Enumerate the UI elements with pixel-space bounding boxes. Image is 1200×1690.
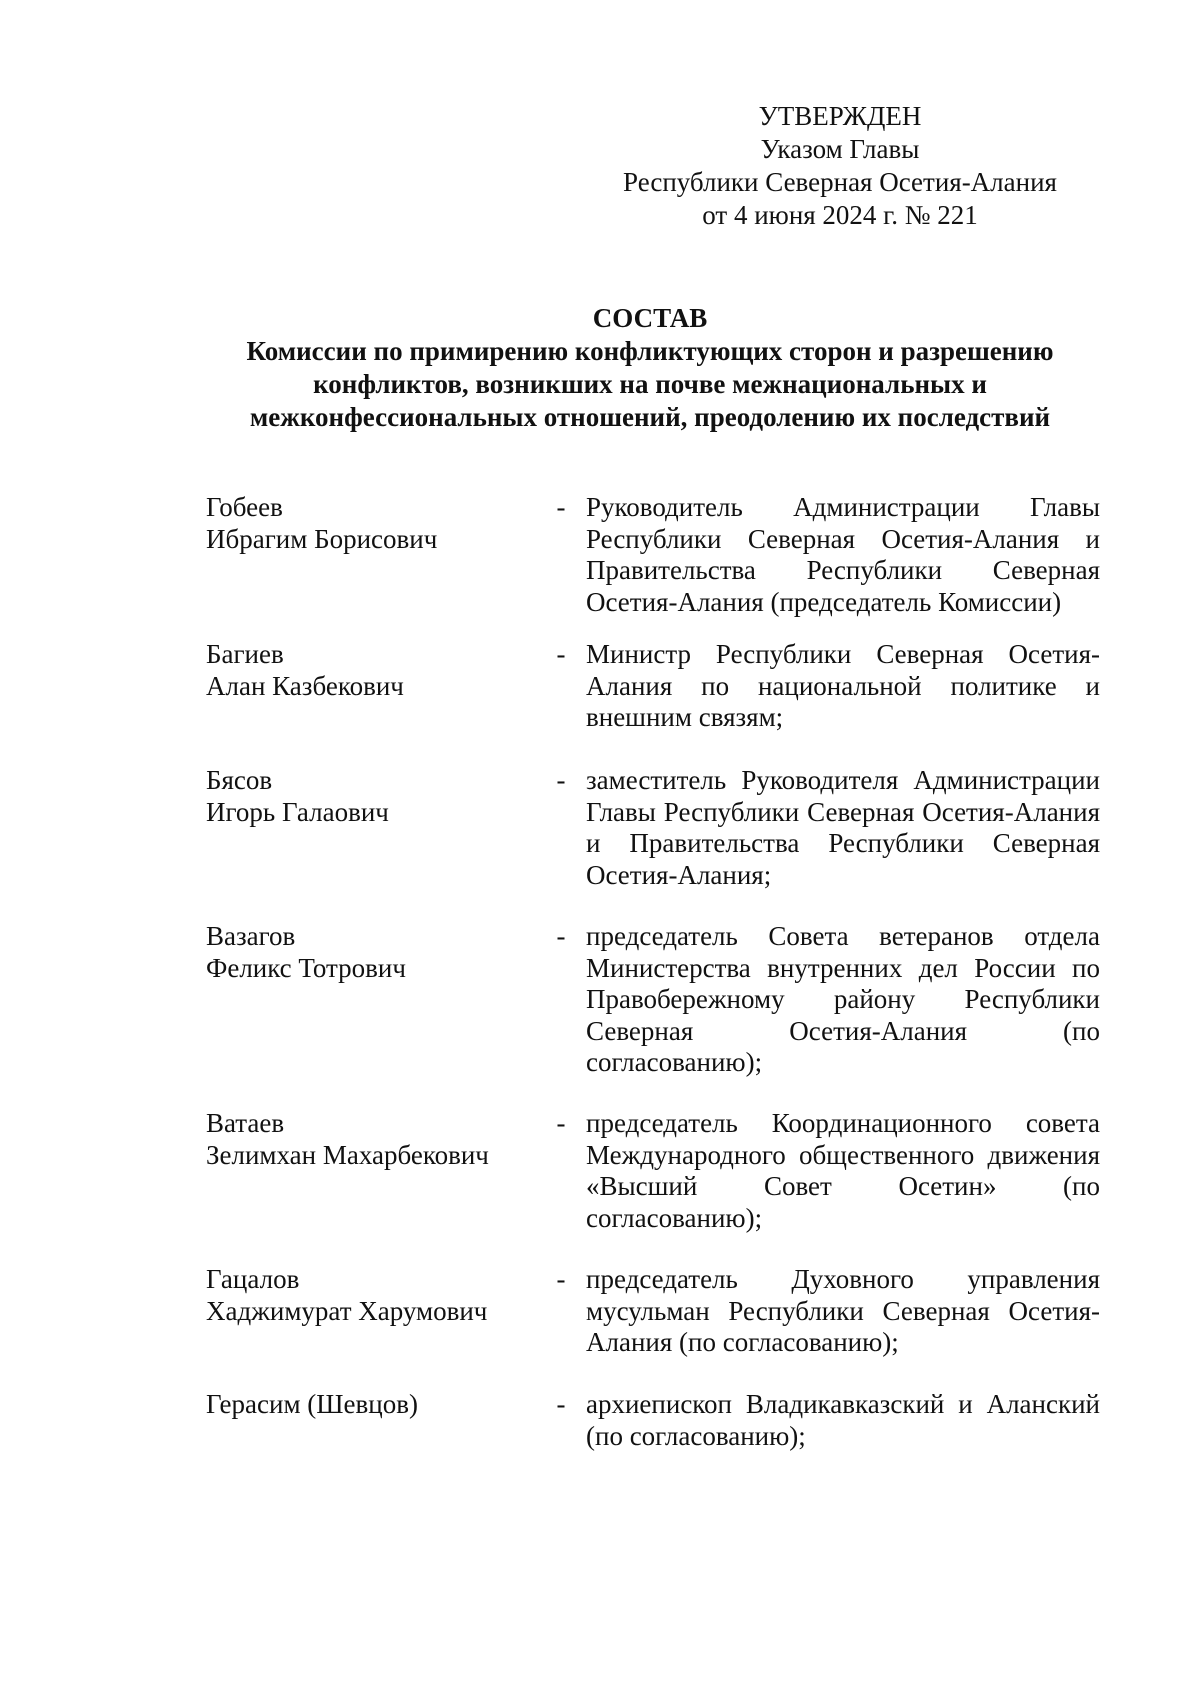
member-surname: Багиев xyxy=(206,639,284,669)
member-surname: Ватаев xyxy=(206,1108,285,1138)
approval-line-decree: Указом Главы xyxy=(760,134,920,164)
member-dash: - xyxy=(556,765,566,795)
member-name xyxy=(206,1108,506,1264)
member-name xyxy=(206,492,506,639)
member-name xyxy=(206,765,506,921)
member-given-names: Ибрагим Борисович xyxy=(206,523,438,554)
approval-line-approved: УТВЕРЖДЕН xyxy=(758,101,922,131)
approval-line-republic: Республики Северная Осетия-Алания xyxy=(623,167,1057,197)
member-given-names: Феликс Тотрович xyxy=(206,952,406,983)
member-dash: - xyxy=(556,492,566,522)
title-line: Комиссии по примирению конфликтующих сторон и разрешению xyxy=(246,336,1054,366)
member-surname: Вазагов xyxy=(206,921,296,951)
member-entry xyxy=(206,639,1100,765)
member-given-names: Игорь Галаович xyxy=(206,796,389,827)
members-list xyxy=(206,492,1100,1469)
member-dash: - xyxy=(556,639,566,669)
member-surname: Гобеев xyxy=(206,492,283,522)
member-dash: - xyxy=(556,1264,566,1294)
member-dash: - xyxy=(556,1108,566,1138)
member-role: заместитель Руководителя Администрации Главы Республики Северная Осетия-Алания и Правительства Республики Северная Осетия-Алания; xyxy=(586,765,1100,890)
member-given-names: Алан Казбекович xyxy=(206,670,404,701)
member-name xyxy=(206,639,506,765)
approval-line-date: от 4 июня 2024 г. № 221 xyxy=(702,200,978,230)
member-dash: - xyxy=(556,1389,566,1419)
member-name xyxy=(206,921,506,1108)
member-role: архиепископ Владикавказский и Аланский (по согласованию); xyxy=(586,1389,1100,1451)
member-entry xyxy=(206,1389,1100,1469)
member-role: Руководитель Администрации Главы Республики Северная Осетия-Алания и Правительства Республики Северная Осетия-Алания (председатель Комиссии) xyxy=(586,492,1100,617)
title-line: конфликтов, возникших на почве межнациональных и xyxy=(313,369,987,399)
member-role: председатель Духовного управления мусульман Республики Северная Осетия-Алания (по согласованию); xyxy=(586,1264,1100,1357)
member-entry xyxy=(206,921,1100,1108)
member-role: председатель Совета ветеранов отдела Министерства внутренних дел России по Правобережному району Республики Северная Осетия-Алания (по согласованию); xyxy=(586,921,1100,1077)
member-name xyxy=(206,1389,506,1469)
member-surname: Герасим (Шевцов) xyxy=(206,1389,418,1419)
member-entry xyxy=(206,1264,1100,1389)
title-heading: СОСТАВ xyxy=(592,303,708,333)
member-name xyxy=(206,1264,506,1389)
member-entry xyxy=(206,1108,1100,1264)
member-entry xyxy=(206,765,1100,921)
title-line: межконфессиональных отношений, преодолению их последствий xyxy=(249,402,1051,432)
member-dash: - xyxy=(556,921,566,951)
member-entry xyxy=(206,492,1100,639)
member-surname: Бясов xyxy=(206,765,273,795)
member-given-names: Зелимхан Махарбекович xyxy=(206,1139,489,1170)
member-given-names: Хаджимурат Харумович xyxy=(206,1295,488,1326)
member-role: Министр Республики Северная Осетия-Алания по национальной политике и внешним связям; xyxy=(586,639,1100,732)
member-role: председатель Координационного совета Международного общественного движения «Высший Совет Осетин» (по согласованию); xyxy=(586,1108,1100,1233)
member-surname: Гацалов xyxy=(206,1264,300,1294)
document-title xyxy=(200,302,1100,434)
approval-stamp xyxy=(600,100,1080,232)
